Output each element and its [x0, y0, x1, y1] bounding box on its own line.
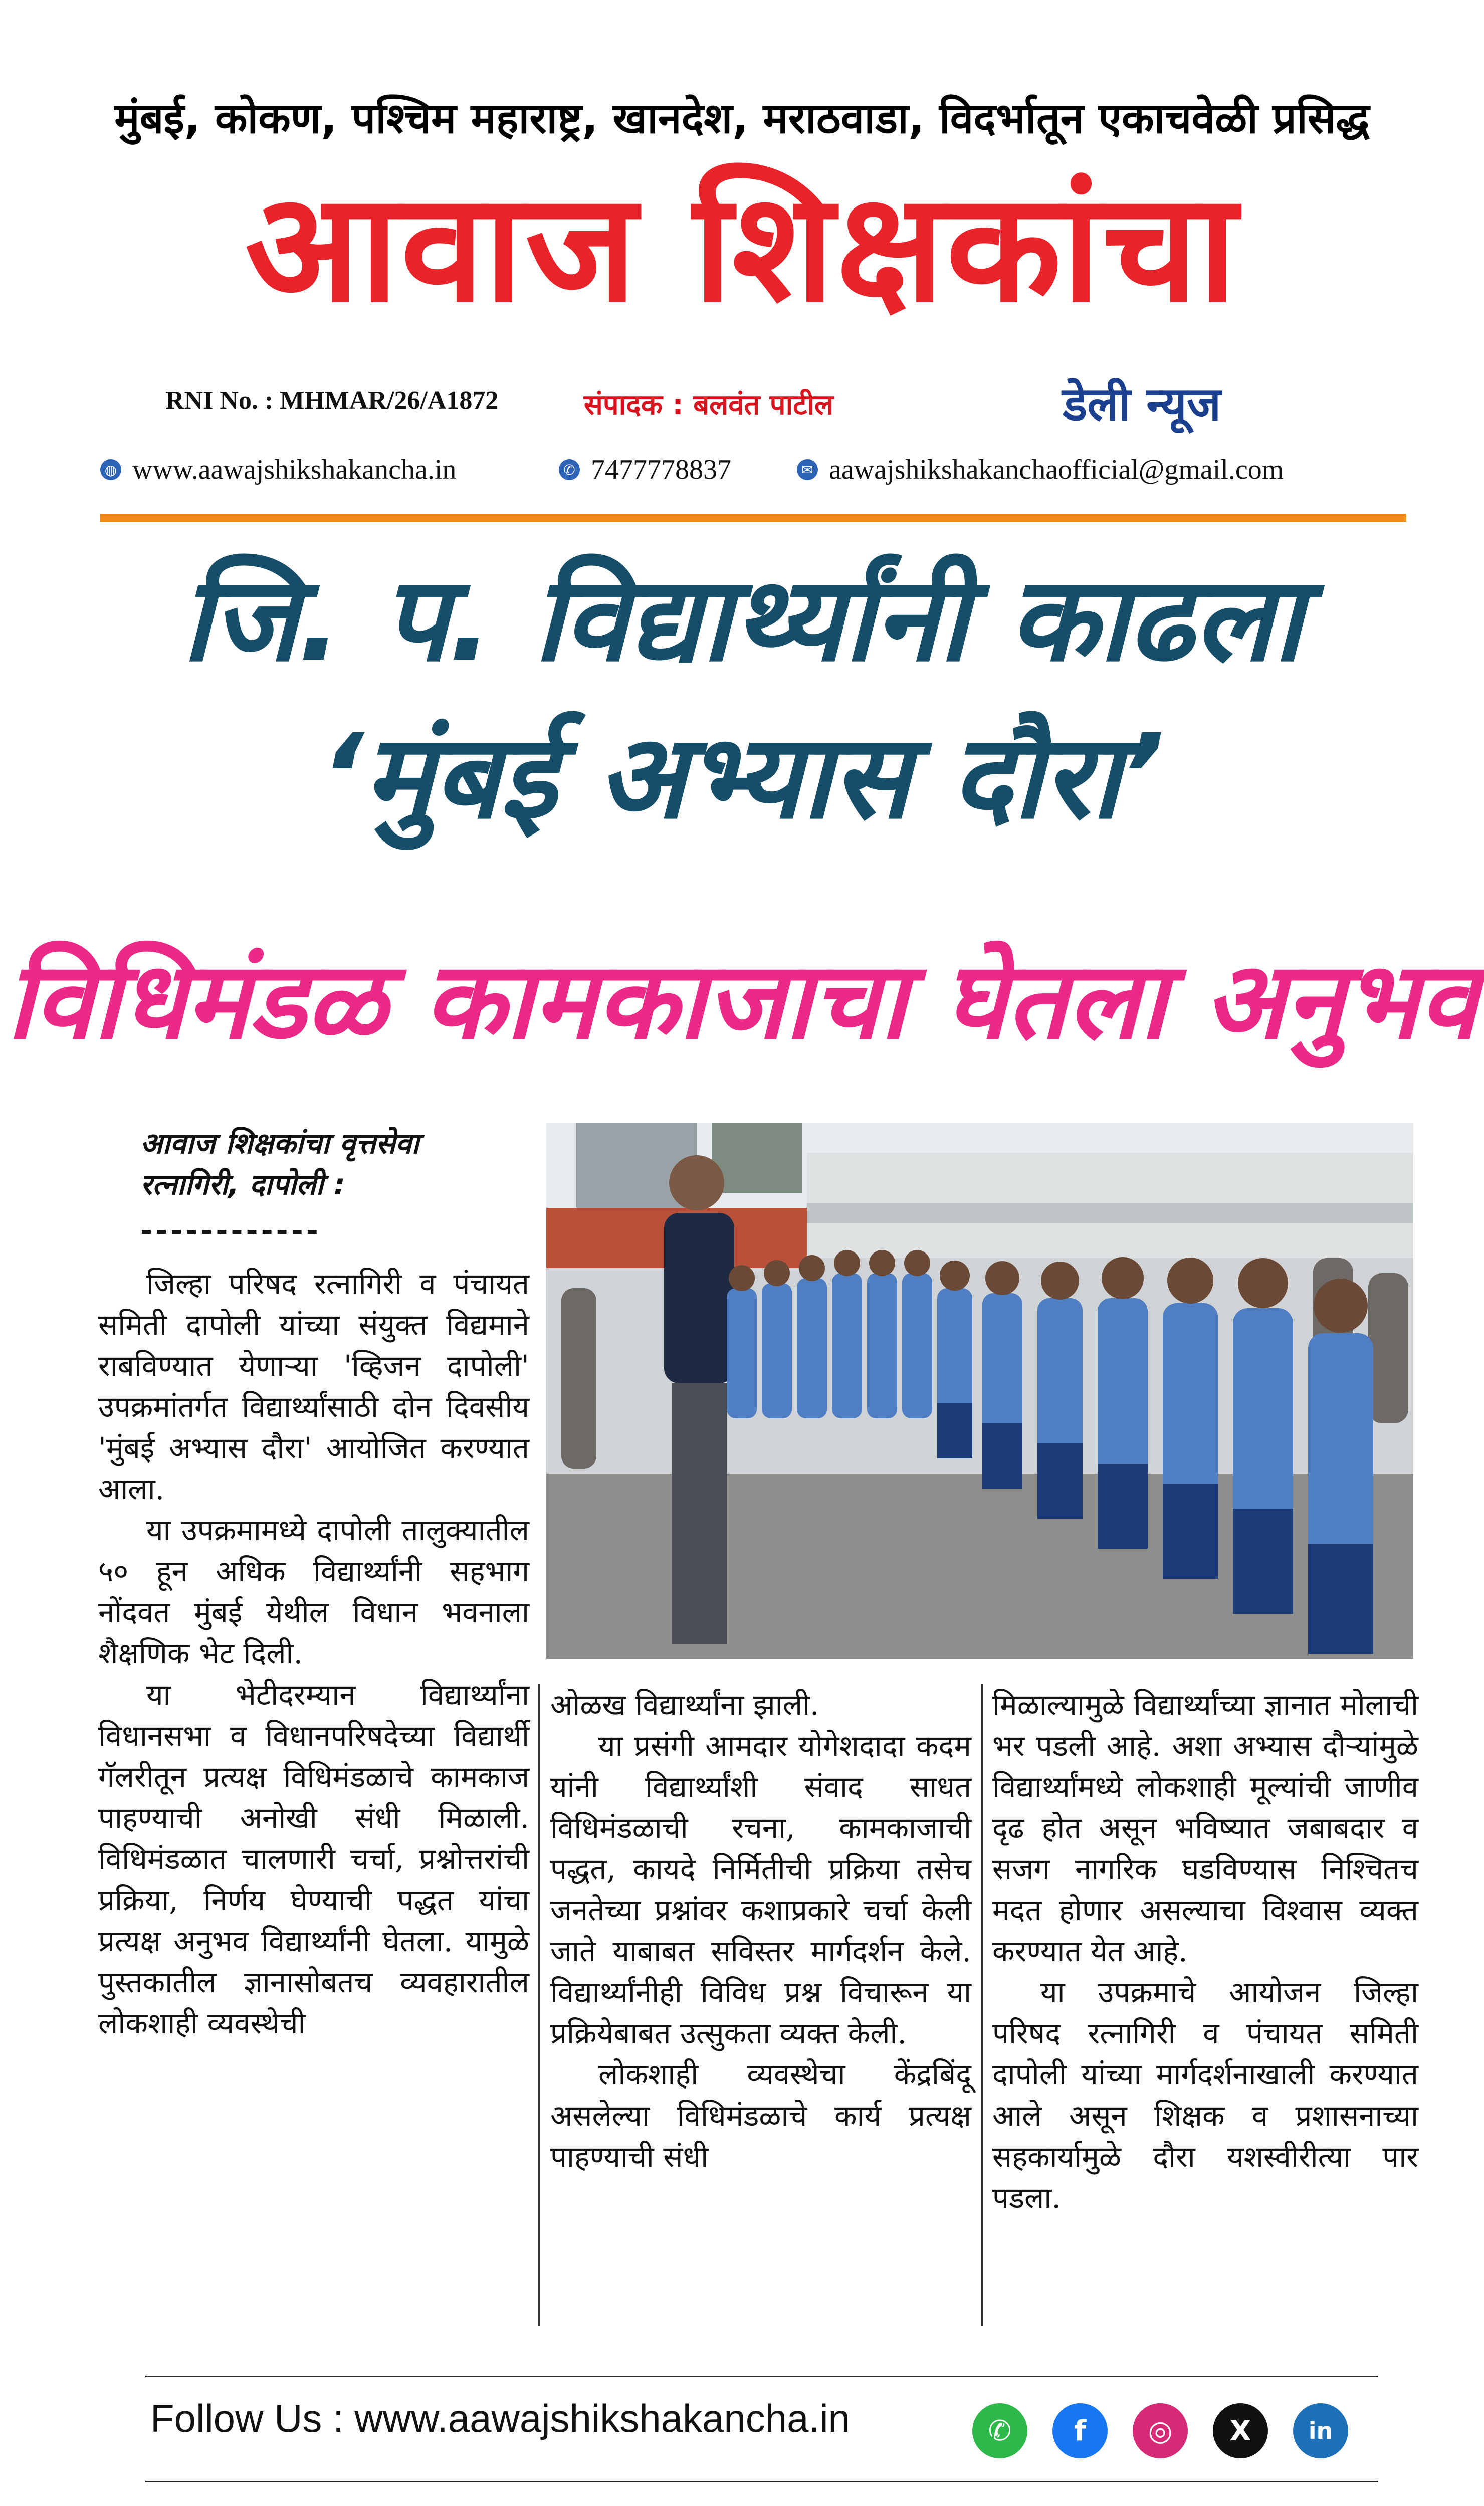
email-text: aawajshikshakanchaofficial@gmail.com — [829, 454, 1284, 485]
byline — [140, 1123, 521, 1205]
column-3-paragraph-1: मिळाल्यामुळे विद्यार्थ्यांच्या ज्ञानात मोलाची भर पडली आहे. अशा अभ्यास दौऱ्यांमुळे विद्यार्थ्यांमध्ये लोकशाही मूल्यांची जाणीव दृढ होत असून भविष्यात जबाबदार व सजग नागरिक घडविण्यास निश्चितच मदत होणार असल्याचा विश्वास व्यक्त करण्यात येत आहे. — [992, 1688, 1418, 1968]
footer-bottom-rule — [145, 2481, 1378, 2482]
footer-top-rule — [145, 2376, 1378, 2377]
byline-agency: आवाज शिक्षकांचा वृत्तसेवा — [140, 1126, 419, 1160]
column-2-paragraph-2: या प्रसंगी आमदार योगेशदादा कदम यांनी विद्यार्थ्यांशी संवाद साधत विधिमंडळाची रचना, कामकाजाची पद्धत, कायदे निर्मितीची प्रक्रिया तसेच जनतेच्या प्रश्नांवर कशाप्रकारे चर्चा केली जाते याबाबत सविस्तर मार्गदर्शन केले. विद्यार्थ्यांनीही विविध प्रश्न विचारून या प्रक्रियेबाबत उत्सुकता व्यक्त केली. — [550, 1729, 971, 2050]
column-2-paragraph-3: लोकशाही व्यवस्थेचा केंद्रबिंदू असलेल्या विधिमंडळाचे कार्य प्रत्यक्ष पाहण्याची संधी — [550, 2057, 971, 2174]
column-rule-2 — [981, 1684, 983, 2326]
column-1-paragraph-3: या भेटीदरम्यान विद्यार्थ्यांना विधानसभा व विधानपरिषदेच्या विद्यार्थी गॅलरीतून प्रत्यक्ष विधिमंडळाचे कामकाज पाहण्याची अनोखी संधी मिळाली. विधिमंडळात चालणारी चर्चा, प्रश्नोत्तरांची प्रक्रिया, निर्णय घेण्याची पद्धत यांचा प्रत्यक्ष अनुभव विद्यार्थ्यांनी घेतला. यामुळे पुस्तकातील ज्ञानासोबतच व्यवहारातील लोकशाही व्यवस्थेची — [98, 1678, 529, 2040]
edition-label: डेली न्यूज — [1063, 377, 1221, 431]
whatsapp-icon[interactable]: ✆ — [972, 2403, 1027, 2458]
byline-place: रत्नागिरी, दापोली : — [140, 1167, 345, 1201]
column-rule-1 — [538, 1684, 540, 2326]
instagram-icon[interactable]: ◎ — [1133, 2403, 1188, 2458]
article-column-2 — [550, 1684, 971, 2177]
news-photo — [546, 1123, 1413, 1659]
phone-icon: ✆ — [559, 459, 580, 480]
column-1-paragraph-1: जिल्हा परिषद रत्नागिरी व पंचायत समिती दापोली यांच्या संयुक्त विद्यमाने राबविण्यात येणाऱ्या 'व्हिजन दापोली' उपक्रमांतर्गत विद्यार्थ्यांसाठी दोन दिवसीय 'मुंबई अभ्यास दौरा' आयोजित करण्यात आला. — [98, 1267, 529, 1506]
newspaper-title: आवाज शिक्षकांचा — [245, 160, 1239, 335]
email-icon: ✉ — [797, 459, 818, 480]
website-text: www.aawajshikshakancha.in — [132, 454, 457, 485]
x-icon[interactable]: X — [1213, 2403, 1268, 2458]
website-contact[interactable] — [100, 454, 456, 486]
linkedin-icon[interactable]: in — [1293, 2403, 1348, 2458]
regions-line: मुंबई, कोकण, पश्चिम महाराष्ट्र, खानदेश, मराठवाडा, विदर्भातून एकाचवेळी प्रसिद्ध — [114, 94, 1370, 143]
column-2-paragraph-1: ओळख विद्यार्थ्यांना झाली. — [550, 1688, 819, 1722]
byline-dash: ------------ — [140, 1213, 321, 1247]
headline-line-1: जि. प. विद्यार्थ्यांनी काढला — [181, 552, 1303, 687]
email-contact[interactable] — [797, 454, 1284, 486]
facebook-icon[interactable]: f — [1052, 2403, 1108, 2458]
masthead-divider — [100, 514, 1406, 522]
subheadline: विधिमंडळ कामकाजाचा घेतला अनुभव — [6, 939, 1478, 1063]
headline — [0, 551, 1484, 846]
article-column-1 — [98, 1263, 529, 2044]
column-1-paragraph-2: या उपक्रमामध्ये दापोली तालुक्यातील ५० हून अधिक विद्यार्थ्यांनी सहभाग नोंदवत मुंबई येथील विधान भवनाला शैक्षणिक भेट दिली. — [98, 1513, 529, 1670]
globe-icon: ◍ — [100, 459, 121, 480]
column-3-paragraph-2: या उपक्रमाचे आयोजन जिल्हा परिषद रत्नागिरी व पंचायत समिती दापोली यांच्या मार्गदर्शनाखाली करण्यात आले असून शिक्षक व प्रशासनाच्या सहकार्यामुळे दौरा यशस्वीरीत्या पार पडला. — [992, 1975, 1418, 2215]
article-column-3 — [992, 1684, 1418, 2218]
phone-text: 7477778837 — [591, 454, 731, 485]
rni-number: RNI No. : MHMAR/26/A1872 — [165, 386, 499, 415]
phone-contact[interactable] — [559, 454, 731, 486]
editor-credit: संपादक : बलवंत पाटील — [584, 389, 833, 422]
follow-us-text[interactable]: Follow Us : www.aawajshikshakancha.in — [150, 2396, 850, 2440]
headline-line-2: ‘मुंबई अभ्यास दौरा’ — [319, 709, 1165, 845]
